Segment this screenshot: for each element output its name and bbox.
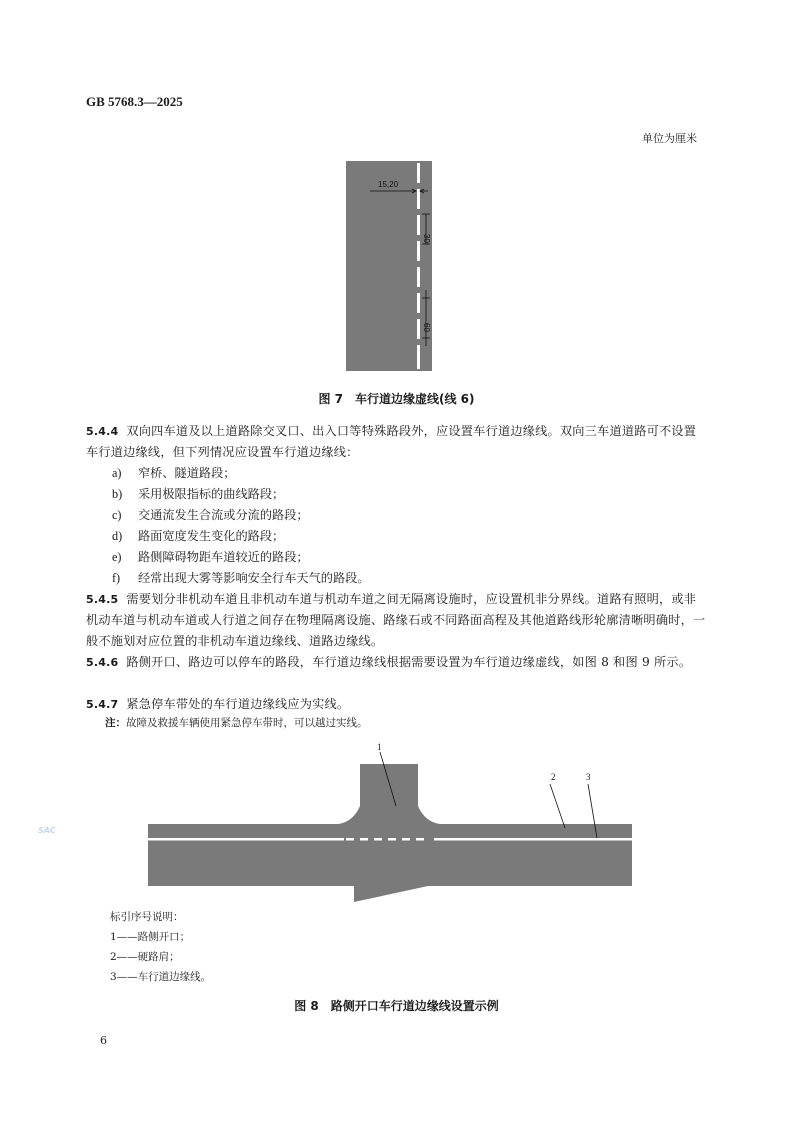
dim-gap-label: 30 <box>422 234 431 243</box>
legend-item: 2——硬路肩； <box>110 951 180 963</box>
unit-note: 单位为厘米 <box>642 132 697 145</box>
section-text: 紧急停车带处的车行道边缘线应为实线。 <box>126 697 350 711</box>
figure-8-caption: 图 8 路侧开口车行道边缘线设置示例 <box>294 999 499 1013</box>
figure-7-caption: 图 7 车行道边缘虚线(线 6) <box>318 392 475 406</box>
legend-item: 1——路侧开口； <box>110 931 191 943</box>
section-number: 5.4.4 <box>86 425 119 438</box>
section-5-4-6 <box>86 652 706 673</box>
section-number: 5.4.7 <box>86 698 119 711</box>
legend <box>110 907 211 987</box>
note <box>105 715 368 730</box>
note-label: 注： <box>105 717 126 729</box>
callout-3: 3 <box>586 772 591 782</box>
figure-7-diagram <box>340 158 440 374</box>
list-item: e) 路侧障碍物距车道较近的路段； <box>112 550 309 564</box>
section-5-4-5 <box>86 589 706 652</box>
section-number: 5.4.6 <box>86 656 119 669</box>
section-text: 路侧开口、路边可以停车的路段，车行道边缘线根据需要设置为车行道边缘虚线，如图 8 和图 9 所示。 <box>126 655 692 669</box>
watermark: SAC <box>38 826 56 835</box>
section-text: 需要划分非机动车道且非机动车道与机动车道之间无隔离设施时，应设置机非分界线。道路有照明，或非机动车道与机动车道或人行道之间存在物理隔离设施、路缘石或不同路面高程及其他道路线形轮廓清晰明确时，一般不施划对应位置的非机动车道边缘线、道路边缘线。 <box>86 592 706 648</box>
legend-item: 3——车行道边缘线。 <box>110 971 212 983</box>
section-5-4-7 <box>86 694 706 715</box>
figure-8-diagram <box>140 740 640 906</box>
dim-width-label: 15,20 <box>378 180 399 189</box>
note-text: 故障及救援车辆使用紧急停车带时，可以越过实线。 <box>126 717 368 729</box>
list-item: d) 路面宽度发生变化的路段； <box>112 529 285 543</box>
section-number: 5.4.5 <box>86 593 119 606</box>
list-item: f) 经常出现大雾等影响安全行车天气的路段。 <box>112 571 370 585</box>
callout-2: 2 <box>551 772 556 782</box>
section-text: 双向四车道及以上道路除交叉口、出入口等特殊路段外，应设置车行道边缘线。双向三车道道路可不设置车行道边缘线，但下列情况应设置车行道边缘线： <box>86 424 697 459</box>
callout-1: 1 <box>377 742 382 752</box>
standard-code: GB 5768.3—2025 <box>86 94 183 109</box>
dim-segment-label: 60 <box>422 323 431 332</box>
list-item: c) 交通流发生合流或分流的路段； <box>112 508 309 522</box>
list-item: b) 采用极限指标的曲线路段； <box>112 487 285 501</box>
page-number: 6 <box>100 1034 107 1047</box>
list-item: a) 窄桥、隧道路段； <box>112 466 236 480</box>
legend-title: 标引序号说明： <box>110 911 184 923</box>
section-5-4-4 <box>86 421 706 463</box>
